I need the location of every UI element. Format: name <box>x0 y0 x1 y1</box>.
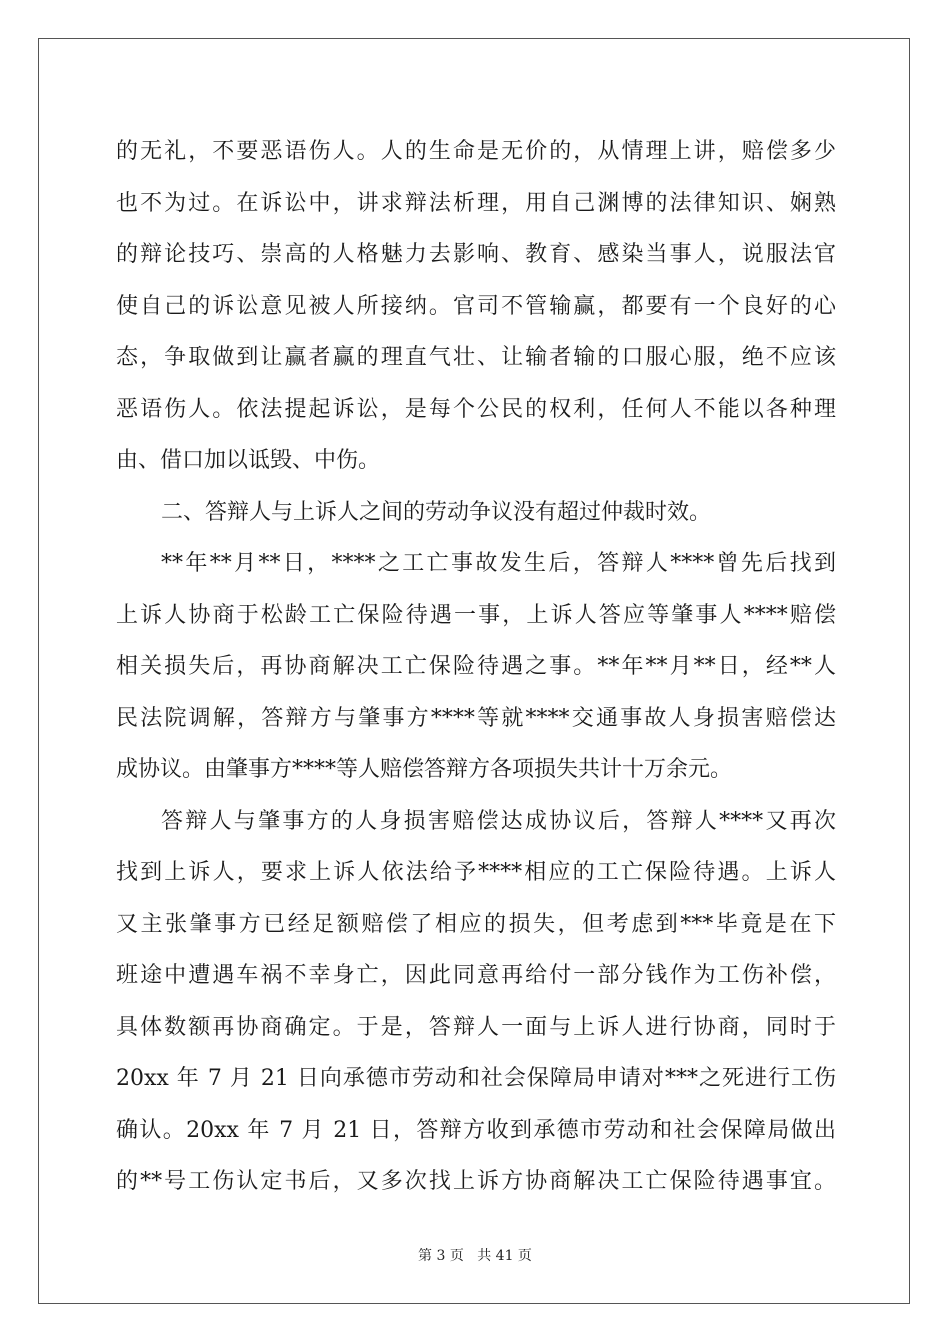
text-line: 又主张肇事方已经足额赔偿了相应的损失，但考虑到***毕竟是在下 <box>116 911 836 937</box>
text-line: 确认。20xx 年 7 月 21 日，答辩方收到承德市劳动和社会保障局做出 <box>116 1117 836 1143</box>
document-body <box>116 126 836 1208</box>
text-line: 20xx 年 7 月 21 日向承德市劳动和社会保障局申请对***之死进行工伤 <box>116 1066 836 1091</box>
text-line: 的无礼，不要恶语伤人。人的生命是无价的，从情理上讲，赔偿多少 <box>116 139 836 164</box>
page-footer <box>0 1245 950 1265</box>
text-line: **年**月**日，****之工亡事故发生后，答辩人****曾先后找到 <box>161 551 836 576</box>
text-line: 成协议。由肇事方****等人赔偿答辩方各项损失共计十万余元。 <box>116 757 733 782</box>
text-line: 由、借口加以诋毁、中伤。 <box>116 448 381 473</box>
text-line: 恶语伤人。依法提起诉讼，是每个公民的权利，任何人不能以各种理 <box>116 396 836 422</box>
text-line: 的辩论技巧、崇高的人格魅力去影响、教育、感染当事人，说服法官 <box>116 242 836 267</box>
text-line: 二、答辩人与上诉人之间的劳动争议没有超过仲裁时效。 <box>161 499 712 525</box>
text-line: 班途中遭遇车祸不幸身亡，因此同意再给付一部分钱作为工伤补偿， <box>116 963 836 988</box>
text-line: 民法院调解，答辩方与肇事方****等就****交通事故人身损害赔偿达 <box>116 705 836 731</box>
text-line: 具体数额再协商确定。于是，答辩人一面与上诉人进行协商，同时于 <box>116 1014 836 1040</box>
text-line: 的**号工伤认定书后，又多次找上诉方协商解决工亡保险待遇事宜。 <box>116 1169 836 1194</box>
text-line: 态，争取做到让赢者赢的理直气壮、让输者输的口服心服，绝不应该 <box>116 345 836 370</box>
page-number: 第 3 页 <box>418 1248 464 1264</box>
text-line: 使自己的诉讼意见被人所接纳。官司不管输赢，都要有一个良好的心 <box>116 293 836 319</box>
page-total: 共 41 页 <box>477 1248 532 1264</box>
text-line: 找到上诉人，要求上诉人依法给予****相应的工亡保险待遇。上诉人 <box>116 860 836 885</box>
text-line: 答辩人与肇事方的人身损害赔偿达成协议后，答辩人****又再次 <box>161 808 836 834</box>
text-line: 相关损失后，再协商解决工亡保险待遇之事。**年**月**日，经**人 <box>116 654 836 679</box>
text-line: 也不为过。在诉讼中，讲求辩法析理，用自己渊博的法律知识、娴熟 <box>116 190 836 216</box>
text-line: 上诉人协商于松龄工亡保险待遇一事，上诉人答应等肇事人****赔偿 <box>116 602 836 628</box>
